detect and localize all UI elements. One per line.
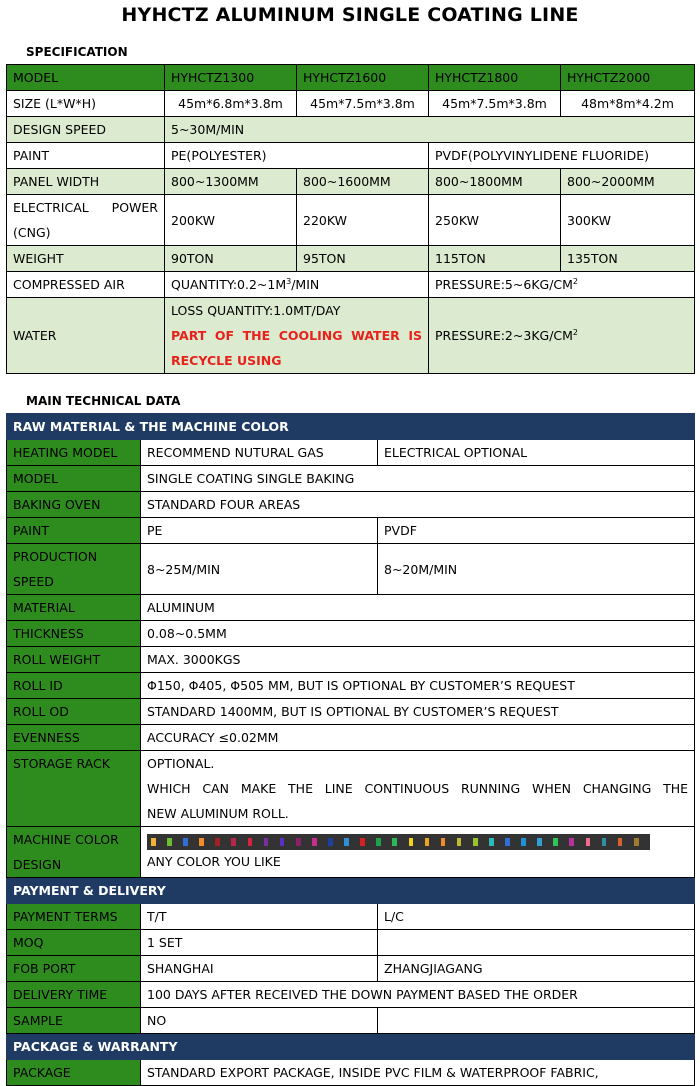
row-label: MOQ [7, 930, 141, 956]
specification-table [6, 64, 695, 374]
row-value: PVDF [378, 518, 695, 544]
row-value: 1 SET [141, 930, 378, 956]
table-row [7, 169, 695, 195]
main-technical-table [6, 413, 695, 1086]
superscript: 2 [572, 276, 579, 286]
spec-label-weight: WEIGHT [7, 246, 165, 272]
electrical-label-line: (CNG) [13, 225, 51, 240]
color-swatch [602, 838, 607, 846]
panel-width-cell: 800~1300MM [165, 169, 297, 195]
row-label: ROLL ID [7, 673, 141, 699]
row-label: MATERIAL [7, 595, 141, 621]
row-label: DELIVERY TIME [7, 982, 141, 1008]
color-swatch [425, 838, 430, 846]
panel-width-cell: 800~1800MM [429, 169, 561, 195]
table-row [7, 621, 695, 647]
color-swatch [392, 838, 397, 846]
weight-cell: 95TON [297, 246, 429, 272]
color-swatch [215, 838, 220, 846]
section-header [7, 414, 695, 440]
color-swatch [344, 838, 349, 846]
table-row [7, 595, 695, 621]
color-swatch [634, 838, 639, 846]
row-value: SINGLE COATING SINGLE BAKING [141, 466, 695, 492]
table-row [7, 440, 695, 466]
color-swatch [505, 838, 510, 846]
row-label: ROLL OD [7, 699, 141, 725]
table-row [7, 65, 695, 91]
model-cell: HYHCTZ1300 [165, 65, 297, 91]
row-label: BAKING OVEN [7, 492, 141, 518]
row-label: PAINT [7, 518, 141, 544]
color-swatch [489, 838, 494, 846]
main-technical-heading: MAIN TECHNICAL DATA [26, 394, 181, 408]
air-quantity-unit: /MIN [291, 277, 320, 292]
row-label [7, 544, 141, 595]
table-row [7, 492, 695, 518]
row-value: T/T [141, 904, 378, 930]
row-value [378, 1008, 695, 1034]
size-cell: 48m*8m*4.2m [561, 91, 695, 117]
design-speed-value: 5~30M/MIN [165, 117, 695, 143]
row-label: FOB PORT [7, 956, 141, 982]
row-value: ZHANGJIAGANG [378, 956, 695, 982]
row-label-line: PRODUCTION [13, 549, 98, 564]
row-label: PAYMENT TERMS [7, 904, 141, 930]
water-pressure-value [429, 298, 695, 374]
color-swatch [553, 838, 558, 846]
color-swatch [312, 838, 317, 846]
color-swatch [360, 838, 365, 846]
row-value: NO [141, 1008, 378, 1034]
superscript: 2 [572, 327, 579, 337]
row-label: ROLL WEIGHT [7, 647, 141, 673]
color-swatch [280, 838, 285, 846]
row-value [141, 751, 695, 827]
row-value: 100 DAYS AFTER RECEIVED THE DOWN PAYMENT BASED THE ORDER [141, 982, 695, 1008]
color-swatch [167, 838, 172, 846]
electrical-cell: 300KW [561, 195, 695, 246]
row-value: L/C [378, 904, 695, 930]
superscript: 3 [286, 276, 292, 286]
color-swatch [231, 838, 236, 846]
water-note-line: RECYCLE USING [171, 353, 282, 368]
panel-width-cell: 800~1600MM [297, 169, 429, 195]
air-quantity-text: QUANTITY:0.2~1M [171, 277, 287, 292]
row-label: SAMPLE [7, 1008, 141, 1034]
row-value: PE [141, 518, 378, 544]
row-label [7, 827, 141, 878]
color-swatch [521, 838, 526, 846]
model-cell: HYHCTZ2000 [561, 65, 695, 91]
table-row [7, 1008, 695, 1034]
section-header [7, 1034, 695, 1060]
color-swatch [296, 838, 301, 846]
model-cell: HYHCTZ1800 [429, 65, 561, 91]
row-value: 8~20M/MIN [378, 544, 695, 595]
electrical-cell: 220KW [297, 195, 429, 246]
raw-material-header: RAW MATERIAL & THE MACHINE COLOR [7, 414, 695, 440]
row-value: ALUMINUM [141, 595, 695, 621]
row-value: ELECTRICAL OPTIONAL [378, 440, 695, 466]
paint-pvdf-value: PVDF(POLYVINYLIDENE FLUORIDE) [429, 143, 695, 169]
color-swatch [264, 838, 269, 846]
spec-label-air: COMPRESSED AIR [7, 272, 165, 298]
table-row [7, 143, 695, 169]
electrical-cell: 200KW [165, 195, 297, 246]
row-value: STANDARD 1400MM, BUT IS OPTIONAL BY CUSTOMER’S REQUEST [141, 699, 695, 725]
air-pressure-value [429, 272, 695, 298]
spec-label-paint: PAINT [7, 143, 165, 169]
color-swatch [618, 838, 623, 846]
table-row [7, 956, 695, 982]
row-label: MODEL [7, 466, 141, 492]
table-row [7, 673, 695, 699]
spec-label-size: SIZE (L*W*H) [7, 91, 165, 117]
table-row [7, 1060, 695, 1086]
spec-label-panel-width: PANEL WIDTH [7, 169, 165, 195]
row-label: THICKNESS [7, 621, 141, 647]
water-loss-line: LOSS QUANTITY:1.0MT/DAY [171, 303, 341, 318]
table-row [7, 272, 695, 298]
row-value: SHANGHAI [141, 956, 378, 982]
row-label: HEATING MODEL [7, 440, 141, 466]
air-quantity-value [165, 272, 429, 298]
row-value [378, 930, 695, 956]
model-cell: HYHCTZ1600 [297, 65, 429, 91]
size-cell: 45m*7.5m*3.8m [429, 91, 561, 117]
spec-label-design-speed: DESIGN SPEED [7, 117, 165, 143]
table-row [7, 827, 695, 878]
row-label-line: MACHINE COLOR [13, 832, 119, 847]
row-value: 0.08~0.5MM [141, 621, 695, 647]
color-swatch [248, 838, 253, 846]
rack-line: OPTIONAL. [147, 756, 215, 771]
size-cell: 45m*7.5m*3.8m [297, 91, 429, 117]
water-quantity-value [165, 298, 429, 374]
package-header: PACKAGE & WARRANTY [7, 1034, 695, 1060]
weight-cell: 135TON [561, 246, 695, 272]
electrical-cell: 250KW [429, 195, 561, 246]
color-swatch [409, 838, 414, 846]
color-swatch [328, 838, 333, 846]
row-value: 8~25M/MIN [141, 544, 378, 595]
color-value-line: ANY COLOR YOU LIKE [147, 853, 281, 869]
color-swatch-strip [147, 834, 650, 850]
rack-line: WHICH CAN MAKE THE LINE CONTINUOUS RUNNING WHEN CHANGING THE [147, 781, 689, 796]
color-swatch [183, 838, 188, 846]
color-swatch [376, 838, 381, 846]
row-value: STANDARD FOUR AREAS [141, 492, 695, 518]
table-row [7, 91, 695, 117]
table-row [7, 117, 695, 143]
table-row [7, 647, 695, 673]
table-row [7, 246, 695, 272]
table-row [7, 725, 695, 751]
row-value: MAX. 3000KGS [141, 647, 695, 673]
table-row [7, 544, 695, 595]
table-row [7, 751, 695, 827]
size-cell: 45m*6.8m*3.8m [165, 91, 297, 117]
electrical-label-line: ELECTRICAL POWER [13, 200, 158, 215]
table-row [7, 930, 695, 956]
row-label-line: DESIGN [13, 857, 62, 872]
weight-cell: 115TON [429, 246, 561, 272]
row-value: Φ150, Φ405, Φ505 MM, BUT IS OPTIONAL BY CUSTOMER’S REQUEST [141, 673, 695, 699]
table-row [7, 518, 695, 544]
row-value: ACCURACY ≤0.02MM [141, 725, 695, 751]
table-row [7, 982, 695, 1008]
color-swatch [473, 838, 478, 846]
table-row [7, 904, 695, 930]
color-swatch [199, 838, 204, 846]
table-row [7, 699, 695, 725]
color-swatch [441, 838, 446, 846]
weight-cell: 90TON [165, 246, 297, 272]
table-row [7, 298, 695, 374]
payment-header: PAYMENT & DELIVERY [7, 878, 695, 904]
row-value: RECOMMEND NUTURAL GAS [141, 440, 378, 466]
specification-heading: SPECIFICATION [26, 45, 128, 59]
row-label: PACKAGE [7, 1060, 141, 1086]
water-pressure-text: PRESSURE:2~3KG/CM [435, 328, 573, 343]
air-pressure-text: PRESSURE:5~6KG/CM [435, 277, 573, 292]
page-title: HYHCTZ ALUMINUM SINGLE COATING LINE [121, 4, 579, 26]
table-row [7, 195, 695, 246]
spec-label-electrical [7, 195, 165, 246]
row-label-line: SPEED [13, 574, 54, 589]
color-swatch [457, 838, 462, 846]
color-swatch [569, 838, 574, 846]
panel-width-cell: 800~2000MM [561, 169, 695, 195]
row-label: STORAGE RACK [7, 751, 141, 827]
row-value: STANDARD EXPORT PACKAGE, INSIDE PVC FILM & WATERPROOF FABRIC, [141, 1060, 695, 1086]
rack-line: NEW ALUMINUM ROLL. [147, 806, 289, 821]
color-swatch [537, 838, 542, 846]
table-row [7, 466, 695, 492]
color-swatch [586, 838, 591, 846]
spec-label-model: MODEL [7, 65, 165, 91]
paint-pe-value: PE(POLYESTER) [165, 143, 429, 169]
row-value [141, 827, 695, 878]
color-swatch [151, 838, 156, 846]
row-label: EVENNESS [7, 725, 141, 751]
spec-label-water: WATER [7, 298, 165, 374]
water-note-line: PART OF THE COOLING WATER IS [171, 328, 422, 343]
section-header [7, 878, 695, 904]
